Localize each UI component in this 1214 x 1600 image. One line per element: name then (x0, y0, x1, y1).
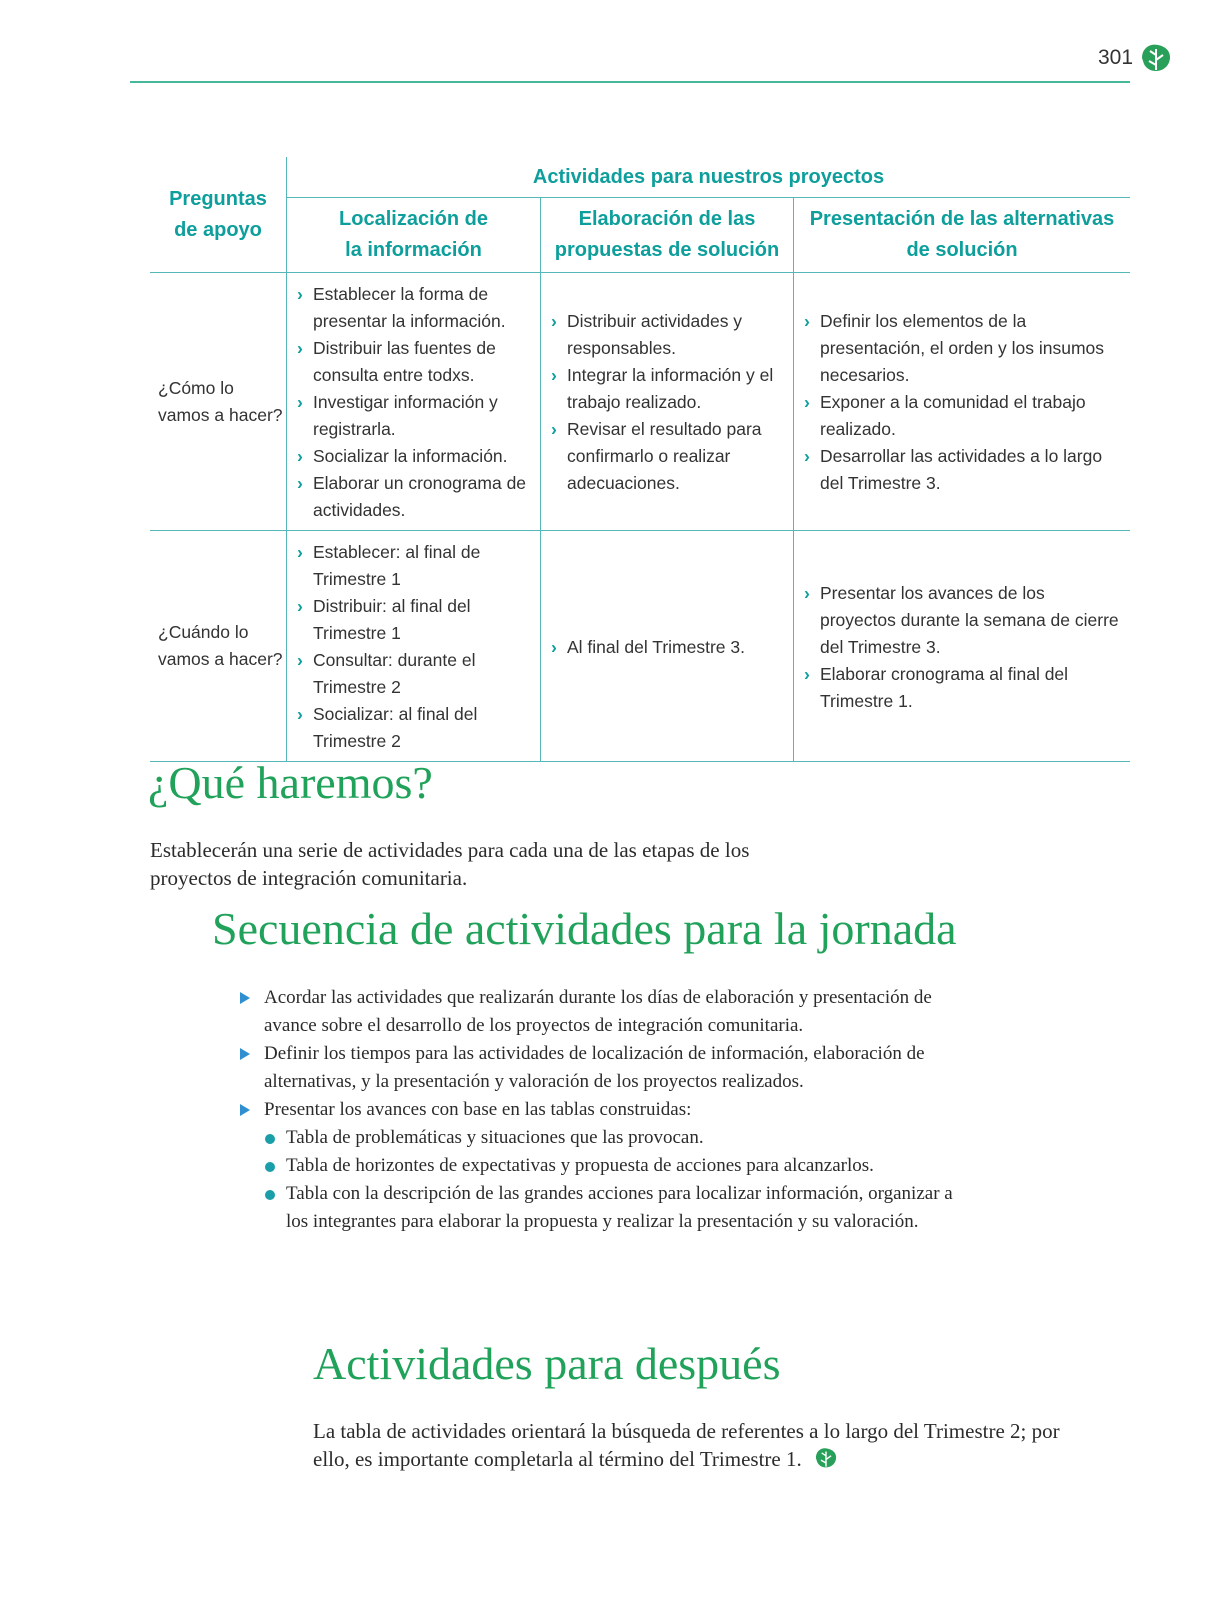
header-line: Presentación de las alternativas (809, 208, 1115, 230)
question-cell (150, 273, 287, 531)
list-item: › Desarrollar las actividades a lo largo del Trimestre 3. (804, 443, 1120, 497)
sub-list-item-text: Tabla de horizontes de expectativas y propuesta de acciones para alcanzarlos. (286, 1155, 874, 1176)
question-line: vamos a hacer? (158, 404, 283, 425)
sub-list-item-text: Tabla con la descripción de las grandes acciones para localizar información, organizar a los integrantes para elaborar la propuesta y realizar la presentación y su valoración. (286, 1183, 953, 1232)
activities-table (150, 157, 1130, 762)
activity-cell (287, 531, 541, 762)
list-item: › Revisar el resultado para confirmarlo o realizar adecuaciones. (551, 416, 783, 497)
triangle-bullet-icon (240, 992, 250, 1004)
list-item (240, 984, 960, 1040)
list-item: › Investigar información y registrarla. (297, 389, 530, 443)
page-number: 301 (1098, 46, 1134, 69)
list-item: › Socializar la información. (297, 443, 530, 470)
header-preguntas-de-apoyo (150, 157, 287, 273)
section-title-despues: Actividades para después (313, 1338, 781, 1389)
header-presentacion (794, 198, 1131, 273)
list-item: › Elaborar cronograma al final del Trimestre 1. (804, 661, 1120, 715)
dot-bullet-icon (265, 1134, 275, 1144)
header-line: de solución (906, 239, 1018, 261)
header-rule (130, 81, 1130, 83)
triangle-bullet-icon (240, 1048, 250, 1060)
triangle-bullet-icon (240, 1104, 250, 1116)
dot-bullet-icon (265, 1162, 275, 1172)
sub-list-item (264, 1124, 960, 1152)
header-line: Localización de (339, 208, 488, 230)
activity-cell (287, 273, 541, 531)
header-line: Preguntas (169, 187, 267, 210)
sub-list-item (264, 1152, 960, 1180)
table-row (150, 531, 1130, 762)
list-item: › Distribuir las fuentes de consulta entre todxs. (297, 335, 530, 389)
list-item: › Elaborar un cronograma de actividades. (297, 470, 530, 524)
sub-list-item (264, 1180, 960, 1236)
question-cell (150, 531, 287, 762)
header-elaboracion (541, 198, 794, 273)
list-item (240, 1040, 960, 1096)
leaf-icon (813, 1445, 839, 1471)
activity-cell (794, 531, 1131, 762)
leaf-icon (1138, 40, 1174, 76)
question-line: ¿Cómo lo (158, 377, 234, 398)
table-row (150, 273, 1130, 531)
header-localizacion (287, 198, 541, 273)
sub-list-item-text: Tabla de problemáticas y situaciones que las provocan. (286, 1127, 704, 1148)
list-item (240, 1096, 960, 1236)
header-line: de apoyo (174, 218, 262, 241)
closing-text: La tabla de actividades orientará la búsqueda de referentes a lo largo del Trimestre 2; por ello, es importante completarla al término del Trimestre 1. (313, 1419, 1060, 1471)
closing-paragraph (313, 1417, 1073, 1473)
list-item: › Consultar: durante el Trimestre 2 (297, 647, 530, 701)
list-item: › Al final del Trimestre 3. (551, 634, 783, 661)
list-item: › Exponer a la comunidad el trabajo realizado. (804, 389, 1120, 443)
header-line: propuestas de solución (554, 239, 780, 261)
list-item: › Integrar la información y el trabajo realizado. (551, 362, 783, 416)
list-item: › Presentar los avances de los proyectos durante la semana de cierre del Trimestre 3. (804, 580, 1120, 661)
list-item-text: Presentar los avances con base en las tablas construidas: (264, 1099, 692, 1120)
list-item: › Establecer: al final de Trimestre 1 (297, 539, 530, 593)
intro-paragraph: Establecerán una serie de actividades para cada una de las etapas de los proyectos de integración comunitaria. (150, 838, 750, 890)
question-line: ¿Cuándo lo (158, 622, 249, 642)
list-item: › Definir los elementos de la presentación, el orden y los insumos necesarios. (804, 308, 1120, 389)
list-item: › Distribuir: al final del Trimestre 1 (297, 593, 530, 647)
header-actividades: Actividades para nuestros proyectos (287, 157, 1131, 198)
header-line: Elaboración de las (578, 208, 756, 230)
activity-cell (794, 273, 1131, 531)
activity-cell (541, 273, 794, 531)
section-title-secuencia: Secuencia de actividades para la jornada (212, 903, 957, 954)
question-line: vamos a hacer? (158, 649, 283, 669)
list-item: › Distribuir actividades y responsables. (551, 308, 783, 362)
sub-list (264, 1124, 960, 1236)
section-title-que-haremos: ¿Qué haremos? (148, 757, 433, 808)
activity-cell (541, 531, 794, 762)
list-item: › Establecer la forma de presentar la información. (297, 281, 530, 335)
header-line: la información (345, 239, 482, 261)
sequence-list (240, 984, 960, 1236)
dot-bullet-icon (265, 1190, 275, 1200)
list-item-text: Definir los tiempos para las actividades de localización de información, elaboración de alternativas, y la presentación y valoración de los proyectos realizados. (264, 1043, 925, 1092)
list-item-text: Acordar las actividades que realizarán durante los días de elaboración y presentación de avance sobre el desarrollo de los proyectos de integración comunitaria. (264, 987, 932, 1036)
list-item: › Socializar: al final del Trimestre 2 (297, 701, 530, 755)
